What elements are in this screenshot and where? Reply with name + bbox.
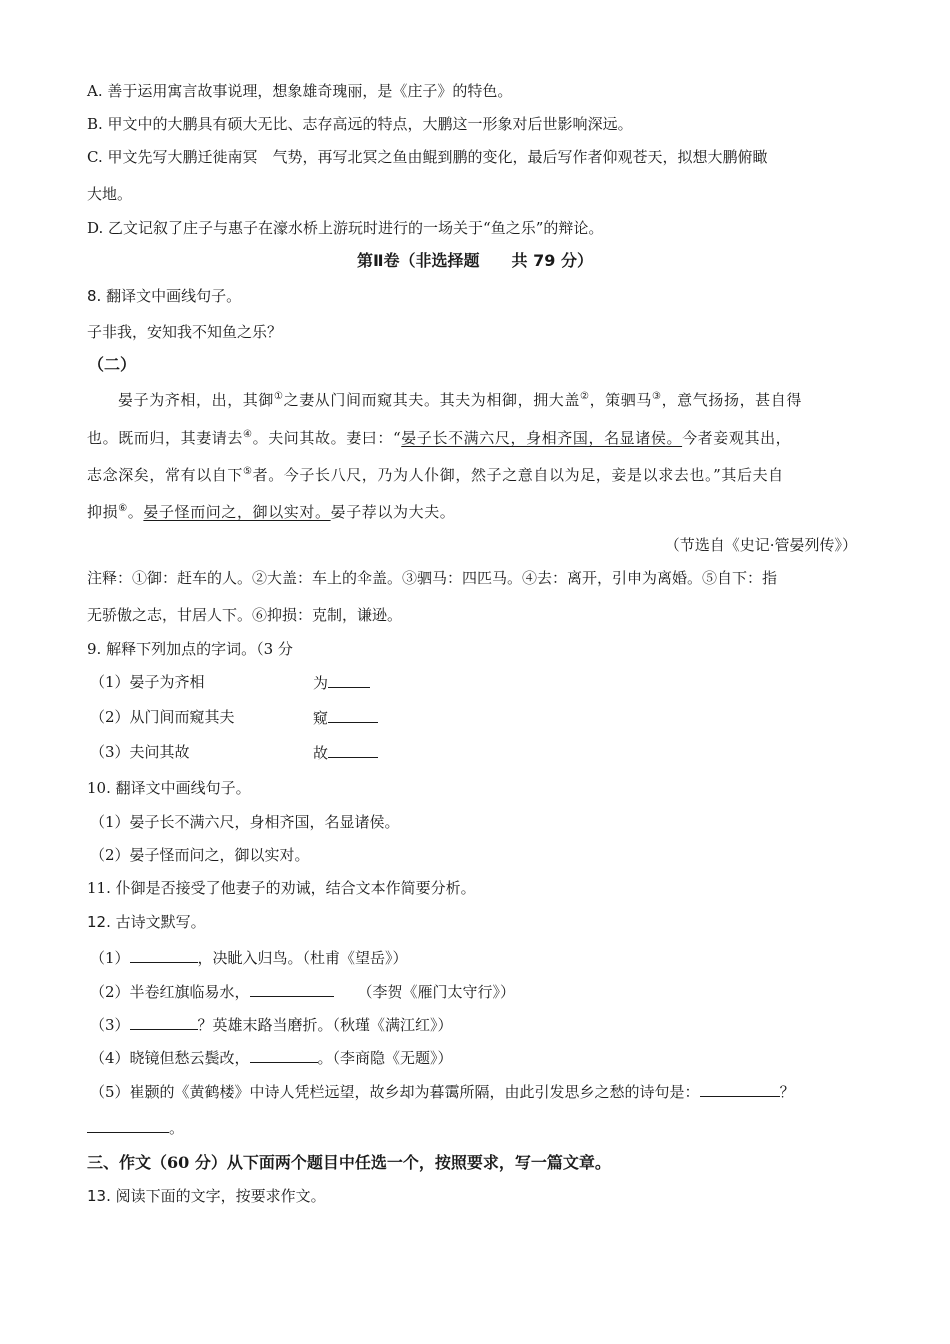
passage-text: 志念深矣，常有以自下	[87, 466, 244, 484]
answer-blank[interactable]	[328, 742, 378, 758]
q12-text: （2）半卷红旗临易水，	[90, 983, 250, 1001]
q9-item-2	[90, 707, 235, 727]
answer-blank[interactable]	[328, 672, 370, 688]
q12-text: （3）	[90, 1016, 130, 1034]
footnote-marker: ③	[651, 391, 662, 402]
passage-line-2	[87, 428, 791, 448]
q12-item-2	[90, 981, 515, 1002]
footnote-marker: ②	[580, 391, 590, 402]
passage-line-3	[87, 465, 784, 485]
q9-item-3	[90, 742, 190, 762]
part2-label: （二）	[88, 355, 137, 374]
q12-item-5-cont	[87, 1117, 184, 1138]
option-d: D. 乙文记叙了庄子与惠子在濠水桥上游玩时进行的一场关于“鱼之乐”的辩论。	[87, 219, 604, 237]
underlined-sentence-2: 晏子怪而问之，御以实对。	[143, 503, 331, 521]
passage-text: 。夫问其故。妻曰：“	[252, 429, 402, 447]
q10-sentence-1: （1）晏子长不满六尺，身相齐国，名显诸侯。	[90, 813, 400, 831]
q9-stem: 9. 解释下列加点的字词。（3 分	[87, 640, 293, 658]
passage-text: 晏子为齐相，出，其御	[118, 391, 275, 409]
q9-answer-3	[313, 742, 378, 763]
passage-text: 。	[127, 503, 144, 521]
q12-text: ？	[779, 1083, 795, 1101]
answer-blank[interactable]	[328, 707, 378, 723]
q9-word: 为	[313, 674, 329, 692]
option-c-line1: C. 甲文先写大鹏迁徙南冥 气势，再写北冥之鱼由鲲到鹏的变化，最后写作者仰观苍天，拟想大鹏俯瞰	[87, 148, 768, 166]
answer-blank[interactable]	[87, 1117, 169, 1133]
q12-text: ，决眦入归鸟。（杜甫《望岳》）	[197, 949, 408, 967]
passage-line-1	[118, 390, 802, 410]
answer-blank[interactable]	[700, 1081, 780, 1097]
q13-stem: 13. 阅读下面的文字，按要求作文。	[87, 1187, 326, 1205]
passage-text: ，策驷马	[589, 391, 652, 409]
footnote-marker: ①	[274, 391, 284, 402]
q12-text: 。（李商隐《无题》）	[317, 1049, 453, 1067]
q12-text: ？英雄末路当磨折。（秋瑾《满江红》）	[197, 1016, 453, 1034]
q9-word: 故	[313, 744, 329, 762]
passage-text: 抑损	[87, 503, 119, 521]
answer-blank[interactable]	[130, 1014, 198, 1030]
option-c-line2: 大地。	[87, 185, 133, 203]
q12-text: （1）	[90, 949, 130, 967]
passage-text: 晏子荐以为大夫。	[330, 503, 456, 521]
footnote-marker: ⑤	[243, 466, 253, 477]
q9-answer-2	[313, 707, 378, 728]
section2-title: 第Ⅱ卷（非选择题 共 79 分）	[357, 251, 593, 270]
answer-blank[interactable]	[130, 947, 198, 963]
q12-item-5	[90, 1081, 795, 1102]
q9-item-text: （1）晏子为齐相	[90, 673, 205, 691]
notes-line-1: 注释：①御：赶车的人。②大盖：车上的伞盖。③驷马：四匹马。④去：离开，引申为离婚。⑤自下：指	[87, 569, 778, 587]
option-b: B. 甲文中的大鹏具有硕大无比、志存高远的特点，大鹏这一形象对后世影响深远。	[87, 115, 633, 133]
q12-text: （李贺《雁门太守行》）	[357, 983, 516, 1001]
q9-word: 窥	[313, 709, 329, 727]
option-a: A. 善于运用寓言故事说理，想象雄奇瑰丽，是《庄子》的特色。	[87, 82, 513, 100]
q12-text: （4）晓镜但愁云鬓改，	[90, 1049, 250, 1067]
q12-text: （5）崔颢的《黄鹤楼》中诗人凭栏远望，故乡却为暮霭所隔，由此引发思乡之愁的诗句是：	[90, 1083, 700, 1101]
passage-text: 者。今子长八尺，乃为人仆御，然子之意自以为足，妾是以求去也。”其后夫自	[252, 466, 784, 484]
q9-answer-1	[313, 672, 370, 693]
q12-text: 。	[169, 1119, 185, 1137]
passage-text: 之妻从门间而窥其夫。其夫为相御，拥大盖	[283, 391, 580, 409]
section3-title: 三、作文（60 分）从下面两个题目中任选一个，按照要求，写一篇文章。	[87, 1153, 611, 1172]
footnote-marker: ④	[243, 429, 253, 440]
q10-sentence-2: （2）晏子怪而问之，御以实对。	[90, 846, 310, 864]
q12-stem: 12. 古诗文默写。	[87, 913, 206, 931]
q9-item-text: （3）夫问其故	[90, 743, 190, 761]
q10-stem: 10. 翻译文中画线句子。	[87, 779, 251, 797]
answer-blank[interactable]	[250, 981, 334, 997]
q11-stem: 11. 仆御是否接受了他妻子的劝诫，结合文本作简要分析。	[87, 879, 476, 897]
footnote-marker: ⑥	[118, 503, 128, 514]
q8-sentence: 子非我，安知我不知鱼之乐？	[87, 323, 283, 341]
answer-blank[interactable]	[250, 1047, 318, 1063]
q8-stem: 8. 翻译文中画线句子。	[87, 287, 242, 305]
passage-text: 也。既而归，其妻请去	[87, 429, 244, 447]
q9-item-text: （2）从门间而窥其夫	[90, 708, 235, 726]
q9-item-1	[90, 672, 205, 692]
q12-item-3	[90, 1014, 453, 1035]
underlined-sentence-1: 晏子长不满六尺，身相齐国，名显诸侯。	[401, 429, 683, 447]
notes-line-2: 无骄傲之志，甘居人下。⑥抑损：克制，谦逊。	[87, 606, 403, 624]
passage-text: ，意气扬扬，甚自得	[661, 391, 802, 409]
passage-text: 今者妾观其出，	[682, 429, 792, 447]
passage-source: （节选自《史记·管晏列传》）	[664, 536, 857, 554]
q12-item-1	[90, 947, 408, 968]
passage-line-4	[87, 502, 455, 522]
q12-item-4	[90, 1047, 453, 1068]
